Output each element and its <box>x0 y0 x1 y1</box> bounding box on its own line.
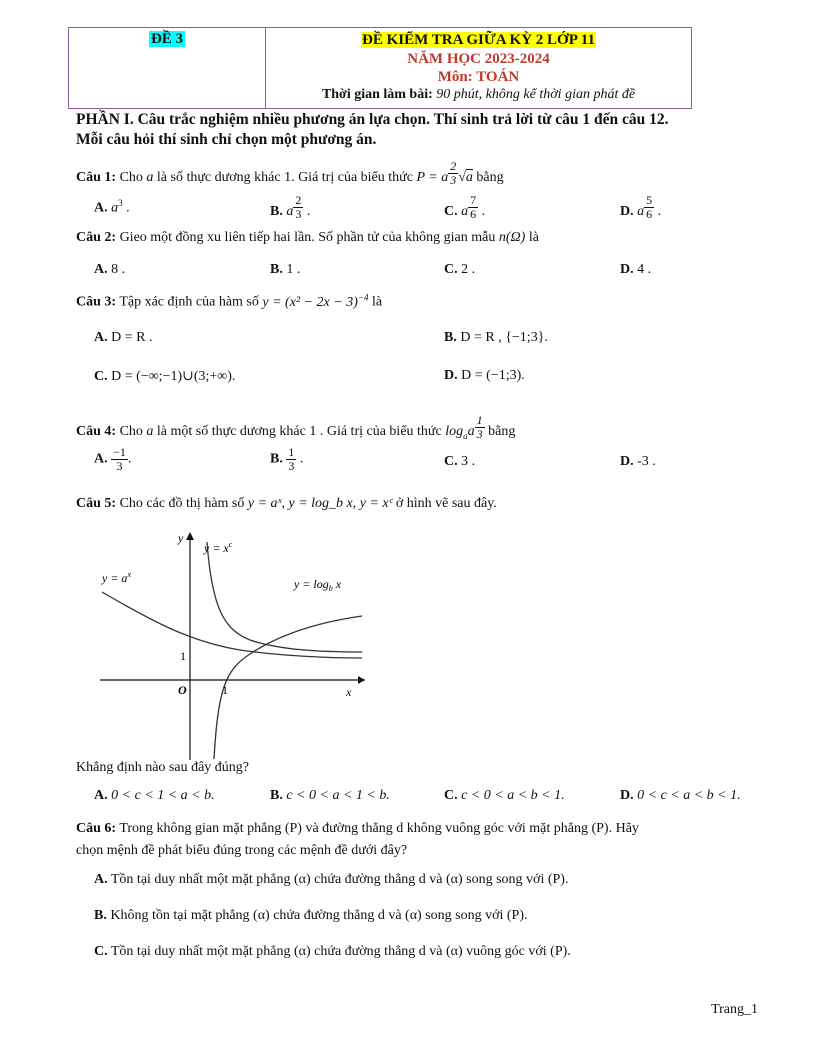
question-3 <box>76 292 776 311</box>
y-one-label: 1 <box>180 649 186 663</box>
q1-end: bằng <box>476 170 504 186</box>
q1-expr: P = a $^{\frac{2}{3}}$ √a <box>416 159 473 187</box>
q2-option-d[interactable]: D. 4 . <box>620 262 652 277</box>
q2-label: Câu 2: <box>76 230 117 245</box>
q5-question: Khẳng định nào sau đây đúng? <box>76 760 250 775</box>
q6-option-c[interactable]: C. Tồn tại duy nhất một mặt phẳng (α) chứa đường thẳng d và (α) vuông góc với (P). <box>94 944 571 959</box>
label-logarithm: $y = \log_b x$ <box>294 577 342 593</box>
label-exponential: $y = a^x$ <box>102 570 131 585</box>
question-6 <box>76 818 776 862</box>
time-label: Thời gian làm bài: <box>321 87 433 102</box>
q1-option-a[interactable]: A. $a^3$ . <box>94 198 130 216</box>
q4-option-a[interactable]: A. $\frac{-1}{3}$ . <box>94 445 132 473</box>
q2-option-c[interactable]: C. 2 . <box>444 262 476 277</box>
q4-end: bằng <box>488 424 516 440</box>
x-axis-arrow <box>358 676 365 684</box>
q4-var: a <box>146 424 154 440</box>
curve-exponential <box>102 592 362 658</box>
q2-expr: n(Ω) <box>498 230 526 245</box>
question-1 <box>76 160 776 187</box>
q5-option-d[interactable]: D. 0 < c < a < b < 1. <box>620 788 741 803</box>
q3-end: là <box>371 294 383 310</box>
q1-option-b[interactable]: B. a $^{\frac{2}{3}}$ . <box>270 193 311 221</box>
x-one-label: 1 <box>222 683 228 697</box>
q2-end: là <box>528 230 539 245</box>
y-axis-label: y <box>178 531 184 545</box>
q5-option-c[interactable]: C. c < 0 < a < b < 1. <box>444 788 565 803</box>
exam-title: ĐỀ KIỂM TRA GIỮA KỲ 2 LỚP 11 <box>362 32 595 48</box>
question-2 <box>76 230 776 246</box>
exam-header <box>68 27 692 109</box>
q3-option-a[interactable]: A. D = R . <box>94 330 153 345</box>
q1-var: a <box>146 170 154 186</box>
q1-option-c[interactable]: C. a $^{\frac{7}{6}}$ . <box>444 193 486 221</box>
exam-title-cell <box>266 28 691 108</box>
y-axis-arrow <box>186 532 194 540</box>
origin-label: O <box>178 683 187 697</box>
subject: Môn: TOÁN <box>437 69 520 85</box>
q3-label: Câu 3: <box>76 294 117 310</box>
q6-text2: chọn mệnh đề phát biểu đúng trong các mệnh đề dưới đây? <box>76 843 408 858</box>
q5-option-b[interactable]: B. c < 0 < a < 1 < b. <box>270 788 390 803</box>
q4-label: Câu 4: <box>76 424 117 440</box>
q4-text-a: Cho <box>119 424 143 440</box>
label-x-power-c: $y = x^c$ <box>204 540 233 555</box>
x-axis-label: x <box>346 685 352 699</box>
question-5 <box>76 496 776 512</box>
page-number: Trang_1 <box>711 1002 758 1017</box>
q6-text: Trong không gian mặt phẳng (P) và đường thẳng d không vuông góc với mặt phẳng (P). Hãy <box>119 821 639 836</box>
q3-option-d[interactable]: D. D = (−1;3). <box>444 368 525 383</box>
q3-expr: $y = (x^2 - 2x - 3)^{-4}$ <box>262 292 369 310</box>
exam-code: ĐỀ 3 <box>150 31 184 47</box>
q3-option-c[interactable]: C. D = (−∞;−1)∪(3;+∞). <box>94 369 236 384</box>
q4-option-b[interactable]: B. $\frac{1}{3}$ . <box>270 445 304 473</box>
school-year: NĂM HỌC 2023-2024 <box>407 51 550 67</box>
q4-expr: $\log_aa$ $^{\frac{1}{3}}$ <box>445 413 483 442</box>
q4-text-b: là một số thực dương khác 1 . Giá trị của biểu thức <box>156 424 442 440</box>
part1-line1: PHẦN I. Câu trắc nghiệm nhiều phương án lựa chọn. Thí sinh trả lời từ câu 1 đến câu 12. <box>76 111 669 128</box>
part1-instructions <box>76 110 776 150</box>
q1-option-d[interactable]: D. a $^{\frac{5}{6}}$ . <box>620 193 662 221</box>
q6-option-a[interactable]: A. Tồn tại duy nhất một mặt phẳng (α) chứa đường thẳng d và (α) song song với (P). <box>94 872 569 887</box>
function-graphs <box>100 530 370 760</box>
q1-label: Câu 1: <box>76 170 117 186</box>
q3-text: Tập xác định của hàm số <box>119 294 259 310</box>
curve-logarithm <box>214 616 362 759</box>
q5-expr: y = aˣ, y = log_b x, y = xᶜ <box>247 496 393 511</box>
q5-option-a[interactable]: A. 0 < c < 1 < a < b. <box>94 788 215 803</box>
time-line <box>266 86 691 104</box>
q2-option-a[interactable]: A. 8 . <box>94 262 126 277</box>
question-4 <box>76 414 776 441</box>
q5-label: Câu 5: <box>76 496 117 511</box>
q4-option-c[interactable]: C. 3 . <box>444 454 476 469</box>
q2-text: Gieo một đồng xu liên tiếp hai lần. Số phần tử của không gian mẫu <box>119 230 496 245</box>
q1-text-b: là số thực dương khác 1. Giá trị của biểu thức <box>156 170 413 186</box>
q6-option-b[interactable]: B. Không tồn tại mặt phẳng (α) chứa đường thẳng d và (α) song song với (P). <box>94 908 528 923</box>
q1-text-a: Cho <box>119 170 143 186</box>
q6-label: Câu 6: <box>76 821 117 836</box>
part1-line2: Mỗi câu hỏi thí sinh chỉ chọn một phương án. <box>76 131 377 148</box>
q4-option-d[interactable]: D. -3 . <box>620 454 656 469</box>
q5-text: Cho các đồ thị hàm số <box>119 496 245 511</box>
time-value: 90 phút, không kể thời gian phát đề <box>436 87 636 102</box>
q5-end: ở hình vẽ sau đây. <box>395 496 497 511</box>
exam-code-cell <box>69 28 266 108</box>
q2-option-b[interactable]: B. 1 . <box>270 262 301 277</box>
q3-option-b[interactable]: B. D = R , {−1;3}. <box>444 330 548 345</box>
